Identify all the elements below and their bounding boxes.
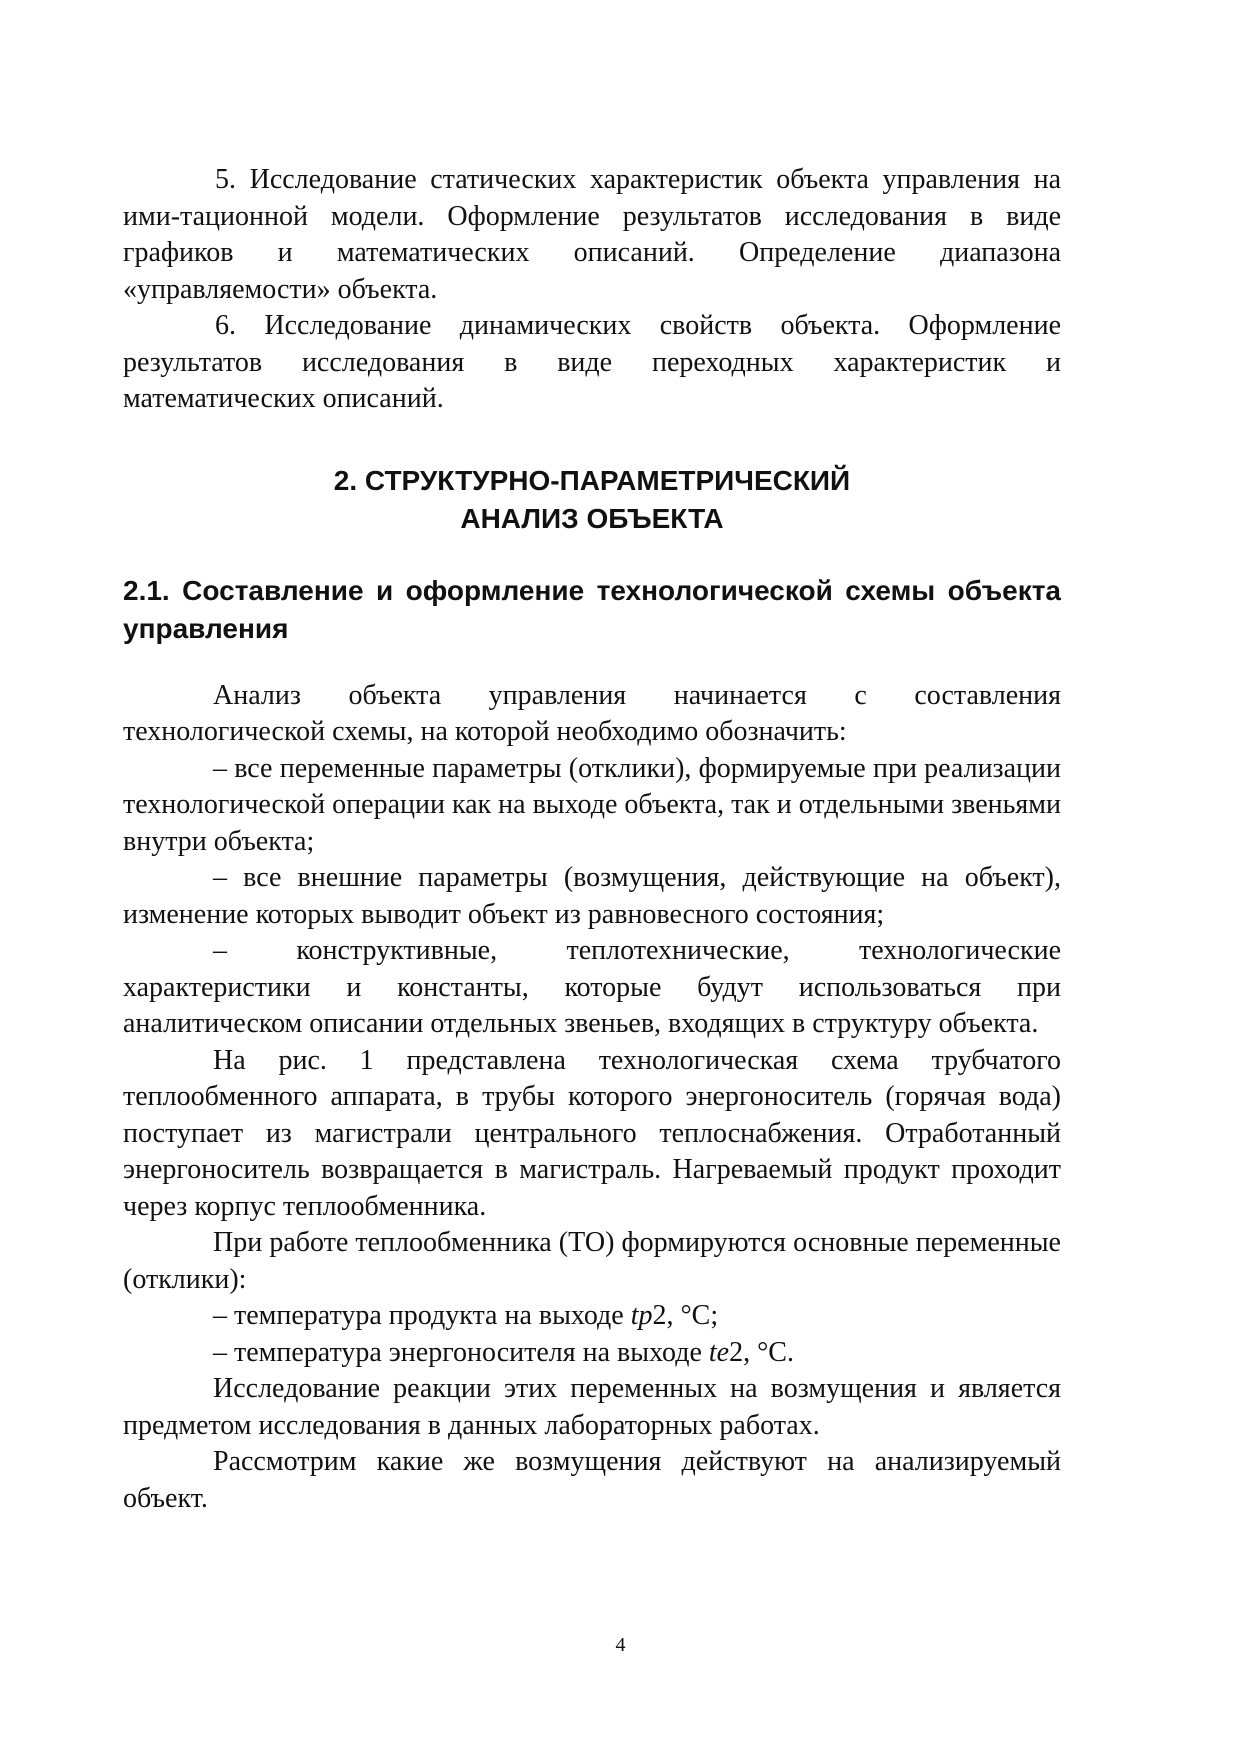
section-title	[123, 462, 1061, 538]
paragraph-research-subject: Исследование реакции этих переменных на возмущения и является предметом исследования в данных лабораторных работах.	[123, 1373, 1061, 1441]
section-title-line2: АНАЛИЗ ОБЪЕКТА	[460, 502, 724, 534]
paragraph-carrier-temp	[123, 1335, 1061, 1372]
subsection-title: 2.1. Составление и оформление технологической схемы объекта управления	[123, 574, 1061, 644]
paragraph-disturbances: Рассмотрим какие же возмущения действуют на анализируемый объект.	[123, 1446, 1061, 1514]
carrier-temp-variable: te	[708, 1336, 730, 1368]
paragraph-constants: – конструктивные, теплотехнические, технологические характеристики и константы, которые будут использоваться при аналитическом описании отдельных звеньев, входящих в структуру объекта.	[123, 935, 1061, 1039]
page-number: 4	[615, 1634, 626, 1656]
paragraph-responses: При работе теплообменника (ТО) формируются основные переменные (отклики):	[123, 1227, 1061, 1295]
paragraph-variables: – все переменные параметры (отклики), формируемые при реализации технологической операции как на выходе объекта, так и отдельными звеньями внутри объекта;	[123, 752, 1061, 857]
list-item-6: 6. Исследование динамических свойств объекта. Оформление результатов исследования в виде переходных характеристик и математических описаний.	[123, 310, 1061, 414]
carrier-temp-suffix: 2, °С.	[729, 1336, 794, 1368]
product-temp-prefix: – температура продукта на выходе	[213, 1300, 631, 1331]
list-item-5: 5. Исследование статических характеристик объекта управления на ими-тационной модели. Оформление результатов исследования в виде графиков и математических описаний. Определение диапазона «управляемости» объекта.	[123, 164, 1061, 305]
paragraph-analysis-intro: Анализ объекта управления начинается с составления технологической схемы, на которой необходимо обозначить:	[123, 679, 1061, 747]
product-temp-suffix: 2, °С;	[652, 1300, 719, 1331]
paragraph-external-params: – все внешние параметры (возмущения, действующие на объект), изменение которых выводит объект из равновесного состояния;	[123, 862, 1061, 930]
section-title-line1: 2. СТРУКТУРНО-ПАРАМЕТРИЧЕСКИЙ	[333, 464, 851, 496]
paragraph-figure-description: На рис. 1 представлена технологическая схема трубчатого теплообменного аппарата, в трубы которого энергоноситель (горячая вода) поступает из магистрали центрального теплоснабжения. Отработанный энергоноситель возвращается в магистраль. Нагреваемый продукт проходит через корпус теплообменника.	[123, 1044, 1061, 1222]
page-content	[123, 162, 1061, 1517]
carrier-temp-prefix: – температура энергоносителя на выходе	[213, 1336, 709, 1368]
paragraph-product-temp	[123, 1298, 1061, 1335]
product-temp-variable: tp	[630, 1300, 653, 1331]
